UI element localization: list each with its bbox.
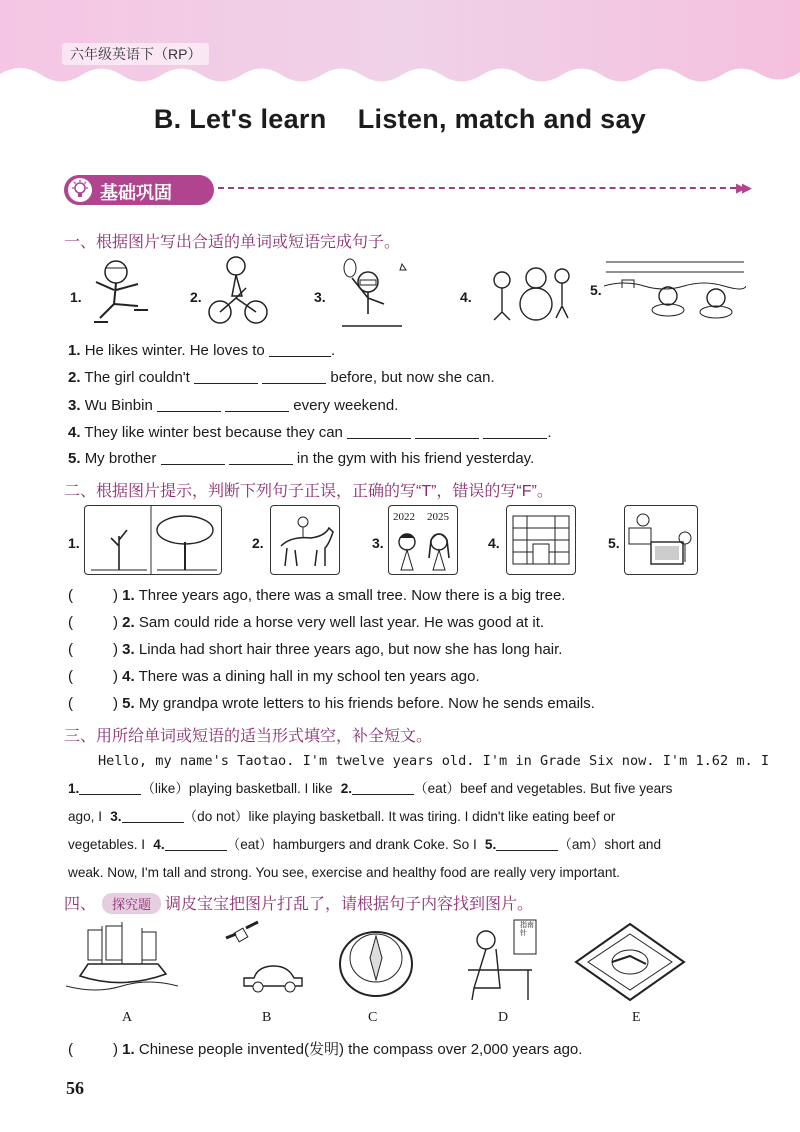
answer-blank[interactable] (483, 424, 547, 439)
image-letter: E (632, 1010, 641, 1025)
compass-image (336, 918, 416, 1002)
computer-email-image (624, 505, 698, 575)
answer-blank[interactable] (73, 615, 113, 629)
answer-blank[interactable] (157, 397, 221, 412)
section-badge (64, 175, 214, 205)
pic-label: 5. (590, 282, 602, 298)
answer-blank[interactable] (194, 369, 258, 384)
list-item: 3. Wu Binbin every weekend. (68, 397, 399, 414)
answer-blank[interactable] (73, 696, 113, 710)
book-title: 六年级英语下（RP） (62, 43, 209, 65)
part3-heading: 三、用所给单词或短语的适当形式填空，补全短文。 (64, 728, 433, 745)
answer-blank[interactable] (73, 1042, 113, 1056)
pic-label: 2. (190, 289, 202, 305)
page-title: B. Let's learn Listen, match and say (153, 104, 647, 134)
girl-cycling-image (206, 252, 270, 328)
explore-tag: 探究题 (102, 893, 161, 914)
list-item: 4. They like winter best because they can . (68, 424, 552, 441)
list-item: 2. The girl couldn't before, but now she can. (68, 369, 495, 386)
answer-blank[interactable] (496, 836, 558, 851)
pic-label: 1. (68, 535, 80, 551)
swimming-pool-image (604, 256, 746, 328)
answer-blank[interactable] (73, 642, 113, 656)
answer-blank[interactable] (415, 424, 479, 439)
list-item: ( ) 5. My grandpa wrote letters to his friends before. Now he sends emails. (68, 695, 595, 712)
linda-hair-image: 2022 2025 (388, 505, 458, 575)
answer-blank[interactable] (73, 669, 113, 683)
horse-riding-image (270, 505, 340, 575)
answer-blank[interactable] (79, 780, 141, 795)
part4-heading: 四、 探究题 调皮宝宝把图片打乱了，请根据句子内容找到图片。 (64, 891, 533, 914)
answer-blank[interactable] (347, 424, 411, 439)
list-item: ( ) 3. Linda had short hair three years ago, but now she has long hair. (68, 641, 563, 658)
badminton-boy-image (332, 256, 416, 328)
image-letter: A (122, 1010, 133, 1025)
image-letter: B (262, 1010, 272, 1025)
answer-blank[interactable] (229, 450, 293, 465)
image-letter: D (498, 1010, 509, 1025)
answer-blank[interactable] (262, 369, 326, 384)
answer-blank[interactable] (122, 808, 184, 823)
part1-heading: 一、根据图片写出合适的单词或短语完成句子。 (64, 234, 401, 251)
arrow-icon: ▶▶ (736, 180, 748, 195)
list-item: ( ) 1. Chinese people invented(发明) the compass over 2,000 years ago. (68, 1041, 583, 1058)
passage: Hello, my name's Taotao. I'm twelve years old. I'm in Grade Six now. I'm 1.62 m. I 1. （like）playing basketball. I like 2. （eat）beef and vegetables. But five years ago, I 3. （do not）like playing basketball. It was tiring. I didn't like eating beef or vegetables. I 4. （eat）hamburgers and drank Coke. So I 5. （am）short and weak. Now, I'm tall and strong. You see, exercise and healthy food are really very important. (68, 753, 770, 880)
list-item: ( ) 1. Three years ago, there was a small tree. Now there is a big tree. (68, 587, 566, 604)
section-badge-label: 基础巩固 (100, 183, 172, 203)
sundial-board-image (572, 920, 688, 1004)
divider (218, 187, 736, 189)
page-number: 56 (66, 1078, 84, 1098)
tree-growth-image (84, 505, 222, 575)
answer-blank[interactable] (73, 588, 113, 602)
lightbulb-icon (68, 178, 92, 202)
pic-label: 3. (372, 535, 384, 551)
answer-blank[interactable] (269, 342, 331, 357)
junk-ship-image (66, 920, 178, 1000)
list-item: ( ) 2. Sam could ride a horse very well last year. He was good at it. (68, 614, 545, 631)
pic-label: 3. (314, 289, 326, 305)
pic-label: 5. (608, 535, 620, 551)
pic-label: 1. (70, 289, 82, 305)
satellite-car-image (222, 920, 312, 1000)
part2-heading: 二、根据图片提示，判断下列句子正误，正确的写“T”，错误的写“F”。 (64, 483, 553, 500)
answer-blank[interactable] (161, 450, 225, 465)
answer-blank[interactable] (225, 397, 289, 412)
answer-blank[interactable] (352, 780, 414, 795)
list-item: 5. My brother in the gym with his friend yesterday. (68, 450, 535, 467)
answer-blank[interactable] (165, 836, 227, 851)
list-item: 1. He likes winter. He loves to . (68, 342, 336, 359)
pic-label: 4. (460, 289, 472, 305)
skating-boy-image (86, 256, 154, 328)
pic-label: 2. (252, 535, 264, 551)
pic-label: 4. (488, 535, 500, 551)
scroll-text: 指南针 (520, 922, 534, 937)
snowman-children-image (486, 260, 572, 324)
library-image (506, 505, 576, 575)
image-letter: C (368, 1010, 378, 1025)
list-item: ( ) 4. There was a dining hall in my school ten years ago. (68, 668, 480, 685)
